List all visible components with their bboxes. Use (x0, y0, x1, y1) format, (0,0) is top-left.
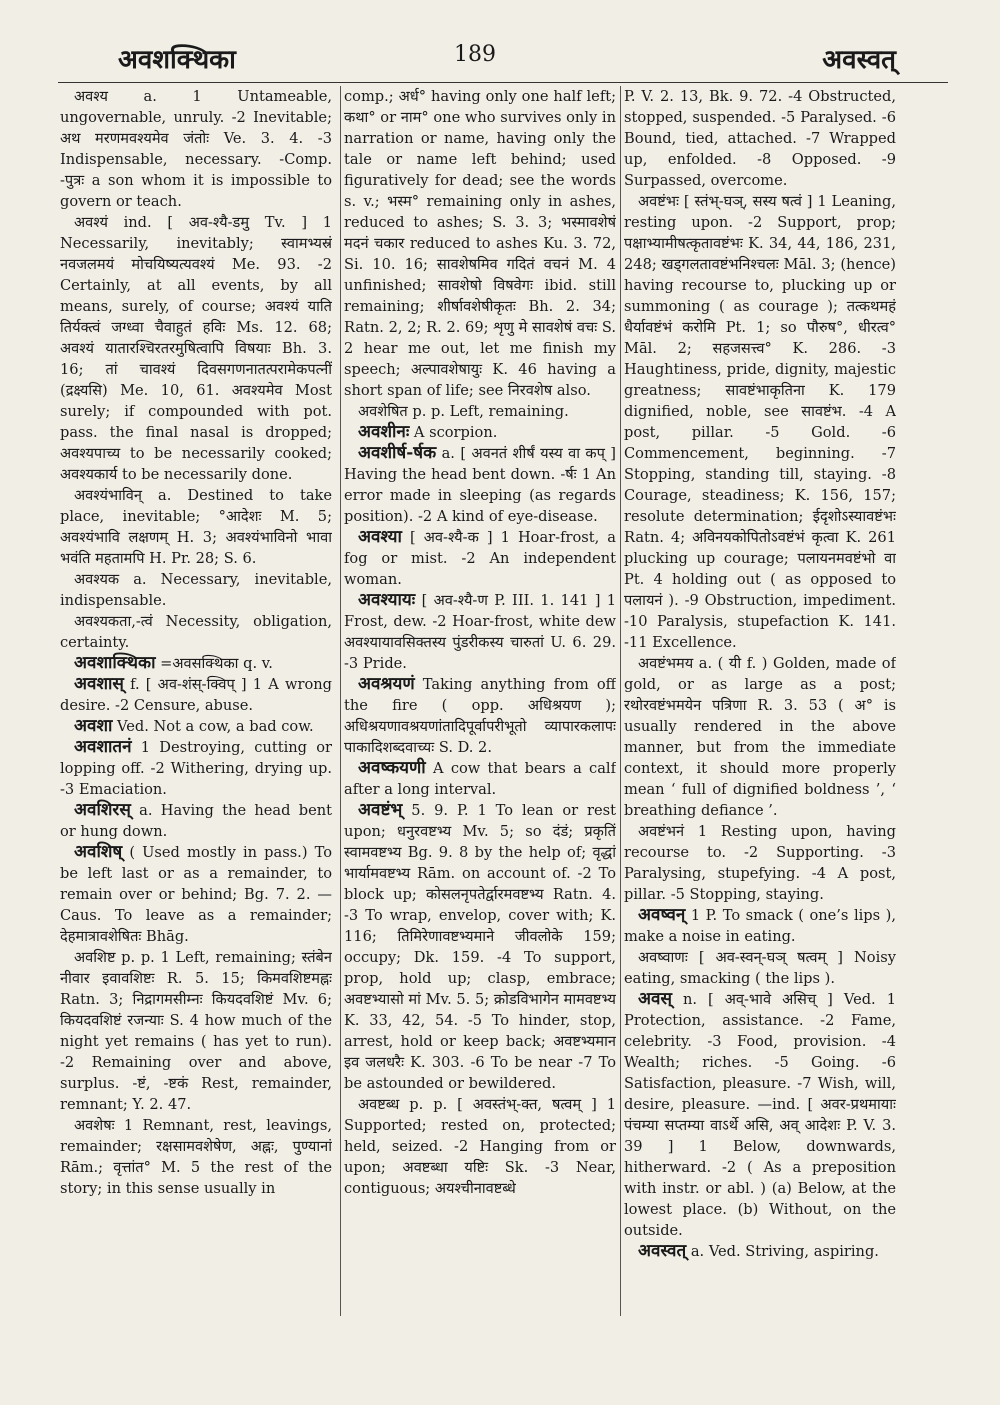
headword: अवस् (638, 989, 672, 1009)
dictionary-entry: अवष्टंभमय a. ( यी f. ) Golden, made of gold, or as large as a post; रथोरवष्टंभमयेन पत्रिणा R. 3. 53 ( अ° is usually rendered in the above manner, but from the immediate context, it should more properly mean ‘ full of dignified boldness ’, ‘ breathing defiance ’. (624, 655, 896, 819)
dictionary-entry (344, 674, 616, 758)
dictionary-entry (624, 905, 896, 947)
dictionary-entry: अवश्य a. 1 Untameable, ungovernable, unruly. -2 Inevitable; अथ मरणमवश्यमेव जंतोः Ve. 3. 4. -3 Indispensable, necessary. -Comp. -पुत्रः a son whom it is impossible to govern or teach. (60, 88, 332, 210)
definition-text: Taking anything from off the fire ( opp. अधिश्रयण ); अधिश्रयणावश्रयणांतादिपूर्वापरीभूतो व्यापारकलापः पाकादिशब्दवाच्यः S. D. 2. (344, 676, 616, 756)
dictionary-entry: अवश्यकता,-त्वं Necessity, obligation, certainty. (60, 613, 332, 651)
headword: अवशाक्थिका (74, 653, 156, 673)
dictionary-entry (344, 443, 616, 527)
page-header (58, 38, 948, 78)
dictionary-entry: अवशेषः 1 Remnant, rest, leavings, remainder; रक्षसामवशेषेण, अह्नः, पुण्यानां Rām.; वृत्तांत° M. 5 the rest of the story; in this sense usually in (60, 1117, 332, 1197)
definition-text: 1 P. To smack ( one’s lips ), make a noise in eating. (624, 907, 896, 945)
dictionary-entry (60, 716, 332, 737)
headword: अवष्वन् (638, 905, 686, 925)
dictionary-entry (60, 653, 332, 674)
headword: अवष्टंभ् (358, 800, 403, 820)
dictionary-entry (60, 800, 332, 842)
headword: अवशास् (74, 674, 124, 694)
definition-text: A scorpion. (413, 424, 498, 441)
dictionary-entry (344, 527, 616, 590)
dictionary-entry: अवष्टंभः [ स्तंभ्-घञ्, सस्य षत्वं ] 1 Leaning, resting upon. -2 Support, prop; पक्षाभ्यामीषत्कृतावष्टंभः K. 34, 44, 186, 231, 248; खड्गलतावष्टंभनिश्चलः Māl. 3; (hence) having recourse to, plucking up or summoning ( as courage ); तत्कथमहं धैर्यावष्टंभं करोमि Pt. 1; so पौरुष°, धीरत्व° Māl. 2; सहजसत्त्व° K. 286. -3 Haughtiness, pride, dignity, majestic greatness; सावष्टंभाकृतिना K. 179 dignified, noble, see सावष्टंभ. -4 A post, pillar. -5 Gold. -6 Commencement, beginning. -7 Stopping, standing till, staying. -8 Courage, steadiness; K. 156, 157; resolute determination; ईदृशोऽस्यावष्टंभः Ratn. 4; अविनयकोपितोऽवष्टंभं कृत्वा K. 261 plucking up courage; पलायनमवष्टंभो वा Pt. 4 holding out ( as opposed to पलायनं ). -9 Obstruction, impediment. -10 Paralysis, stupefaction K. 141. -11 Excellence. (624, 193, 896, 651)
dictionary-entry: comp.; अर्ध° having only one half left; कथा° or नाम° one who survives only in narration or name, having only the tale or name left behind; used figuratively for dead; see the words s. v.; भस्म° remaining only in ashes, reduced to ashes; S. 3. 3; भस्मावशेषं मदनं चकार reduced to ashes Ku. 3. 72, Si. 10. 16; सावशेषमिव गदितं वचनं M. 4 unfinished; सावशेषो विषवेगः ibid. still remaining; शीर्षावशेषीकृतः Bh. 2. 34; Ratn. 2, 2; R. 2. 69; शृणु मे सावशेषं वचः S. 2 hear me out, let me finish my speech; अल्पावशेषायुः K. 46 having a short span of life; see निरवशेष also. (344, 88, 616, 399)
column-divider-2 (620, 86, 621, 1316)
definition-text: a. Having the head bent or hung down. (60, 802, 332, 840)
dictionary-entry (624, 989, 896, 1241)
page-number: 189 (454, 42, 496, 67)
dictionary-entry: अवश्यंभाविन् a. Destined to take place, inevitable; °आदेशः M. 5; अवश्यंभावि लक्षणम् H. 3; अवश्यंभाविनो भावा भवंति महतामपि H. Pr. 28; S. 6. (60, 487, 332, 567)
headword: अवशिष् (74, 842, 123, 862)
column-divider-1 (340, 86, 341, 1316)
definition-text: n. [ अव्-भावे असिच् ] Ved. 1 Protection, assistance. -2 Fame, celebrity. -3 Food, provision. -4 Wealth; riches. -5 Going. -6 Satisfaction, pleasure. -7 Wish, will, desire, pleasure. —ind. [ अवर-प्रथमायाः पंचम्या सप्तम्या वाऽर्थे असि, अव् आदेशः P. V. 3. 39 ] 1 Below, downwards, hitherward. -2 ( As a preposition with instr. or abl. ) (a) Below, at the lowest place. (b) Without, on the outside. (624, 991, 896, 1239)
dictionary-entry: अवशिष्ट p. p. 1 Left, remaining; स्तंबेन नीवार इवावशिष्टः R. 5. 15; किमवशिष्टमह्नः Ratn. 3; निद्रागमसीम्नः कियदवशिष्टं Mv. 6; कियदवशिष्टं रजन्याः S. 4 how much of the night yet remains ( has yet to run). -2 Remaining over and above, surplus. -ष्टं, -ष्टकं Rest, remainder, remnant; Y. 2. 47. (60, 949, 332, 1113)
dictionary-entry: अवष्वाणः [ अव-स्वन्-घञ् षत्वम् ] Noisy eating, smacking ( the lips ). (624, 949, 896, 987)
headword: अवश्या (358, 527, 402, 547)
definition-text: =अवसक्थिका q. v. (160, 655, 273, 672)
definition-text: Ved. Not a cow, a bad cow. (117, 718, 314, 735)
definition-text: a. Ved. Striving, aspiring. (690, 1243, 879, 1260)
dictionary-entry (344, 758, 616, 800)
dictionary-entry (344, 800, 616, 1094)
headword: अवश्यायः (358, 590, 416, 610)
dictionary-entry: अवश्यं ind. [ अव-श्यै-डमु Tv. ] 1 Necessarily, inevitably; स्वामभ्यस्रं नवजलमयं मोचयिष्यत्यवश्यं Me. 93. -2 Certainly, at all events, by all means, surely, of course; अवश्यं याति तिर्यक्त्वं जग्ध्वा चैवाहुतं हविः Ms. 12. 68; अवश्यं यातारश्चिरतरमुषित्वापि विषयाः Bh. 3. 16; तां चावश्यं दिवसगणनातत्परामेकपत्नीं (द्रक्ष्यसि) Me. 10, 61. अवश्यमेव Most surely; if compounded with pot. pass. the final nasal is dropped; अवश्यपाच्य to be necessarily cooked; अवश्यकार्य to be necessarily done. (60, 214, 332, 483)
definition-text: A cow that bears a calf after a long interval. (344, 760, 616, 798)
headword: अवशिरस् (74, 800, 131, 820)
headword: अवश्रयणं (358, 674, 415, 694)
definition-text: 1 Destroying, cutting or lopping off. -2 Withering, drying up. -3 Emaciation. (60, 739, 332, 798)
headword: अवष्कयणी (358, 758, 426, 778)
definition-text: ( Used mostly in pass.) To be left last or as a remainder, to remain over or behind; Bg. 7. 2. —Caus. To leave as a remainder; देहमात्रावशेषितः Bhāg. (60, 844, 332, 945)
dictionary-entry: अवश्यक a. Necessary, inevitable, indispensable. (60, 571, 332, 609)
header-rule (58, 82, 948, 83)
dictionary-entry (344, 422, 616, 443)
header-left-guide-word: अवशक्थिका (118, 45, 236, 75)
dictionary-entry: P. V. 2. 13, Bk. 9. 72. -4 Obstructed, stopped, suspended. -5 Paralysed. -6 Bound, tied, attached. -7 Wrapped up, enfolded. -8 Opposed. -9 Surpassed, overcome. (624, 88, 896, 189)
definition-text: 5. 9. P. 1 To lean or rest upon; धनुरवष्टभ्य Mv. 5; so दंडं; प्रकृतिं स्वामवष्टभ्य Bg. 9. 8 by the help of; वृद्धां भार्यामवष्टभ्य Rām. on account of. -2 To block up; कोसलनृपतेर्द्वारमवष्टभ्य Ratn. 4. -3 To wrap, envelop, cover with; K. 116; तिमिरेणावष्टभ्यमाने जीवलोके 159; occupy; Dk. 159. -4 To support, prop, hold up; clasp, embrace; अवष्टभ्यासो मां Mv. 5. 5; क्रोडविभागेन मामवष्टभ्य K. 33, 42, 54. -5 To hinder, stop, arrest, hold or keep back; अवष्टभ्यमान इव जलधरैः K. 303. -6 To be near -7 To be astounded or bewildered. (344, 802, 616, 1092)
headword: अवशीनः (358, 422, 410, 442)
column-right (624, 86, 896, 1326)
dictionary-entry: अवष्टब्ध p. p. [ अवस्तंभ्-क्त, षत्वम् ] 1 Supported; rested on, protected; held, seized. -2 Hanging from or upon; अवष्टब्धा यष्टिः Sk. -3 Near, contiguous; अयश्चीनावष्टब्धे (344, 1096, 616, 1197)
definition-text: [ अव-श्यै-ण P. III. 1. 141 ] 1 Frost, dew. -2 Hoar-frost, white dew अवश्यायावसिक्तस्य पुंडरीकस्य चारुतां U. 6. 29. -3 Pride. (344, 592, 616, 672)
dictionary-entry (60, 842, 332, 947)
headword: अवशा (74, 716, 113, 736)
dictionary-entry: अवशेषित p. p. Left, remaining. (358, 403, 569, 420)
column-middle (344, 86, 616, 1326)
dictionary-entry (60, 737, 332, 800)
dictionary-entry (624, 1241, 896, 1262)
dictionary-entry (60, 674, 332, 716)
column-left (60, 86, 332, 1326)
header-right-guide-word: अवस्वत् (822, 45, 896, 75)
headword: अवशातनं (74, 737, 132, 757)
definition-text: a. [ अवनतं शीर्षं यस्य वा कप् ] Having the head bent down. -र्षः 1 An error made in sleeping (as regards position). -2 A kind of eye-disease. (344, 445, 616, 525)
headword: अवशीर्ष-र्षक (358, 443, 437, 463)
dictionary-entry (344, 590, 616, 674)
dictionary-entry: अवष्टंभनं 1 Resting upon, having recourse to. -2 Supporting. -3 Paralysing, stupefying. -4 A post, pillar. -5 Stopping, staying. (624, 823, 896, 903)
headword: अवस्वत् (638, 1241, 687, 1261)
definition-text: [ अव-श्यै-क ] 1 Hoar-frost, a fog or mist. -2 An independent woman. (344, 529, 616, 588)
definition-text: f. [ अव-शंस्-क्विप् ] 1 A wrong desire. -2 Censure, abuse. (60, 676, 332, 714)
